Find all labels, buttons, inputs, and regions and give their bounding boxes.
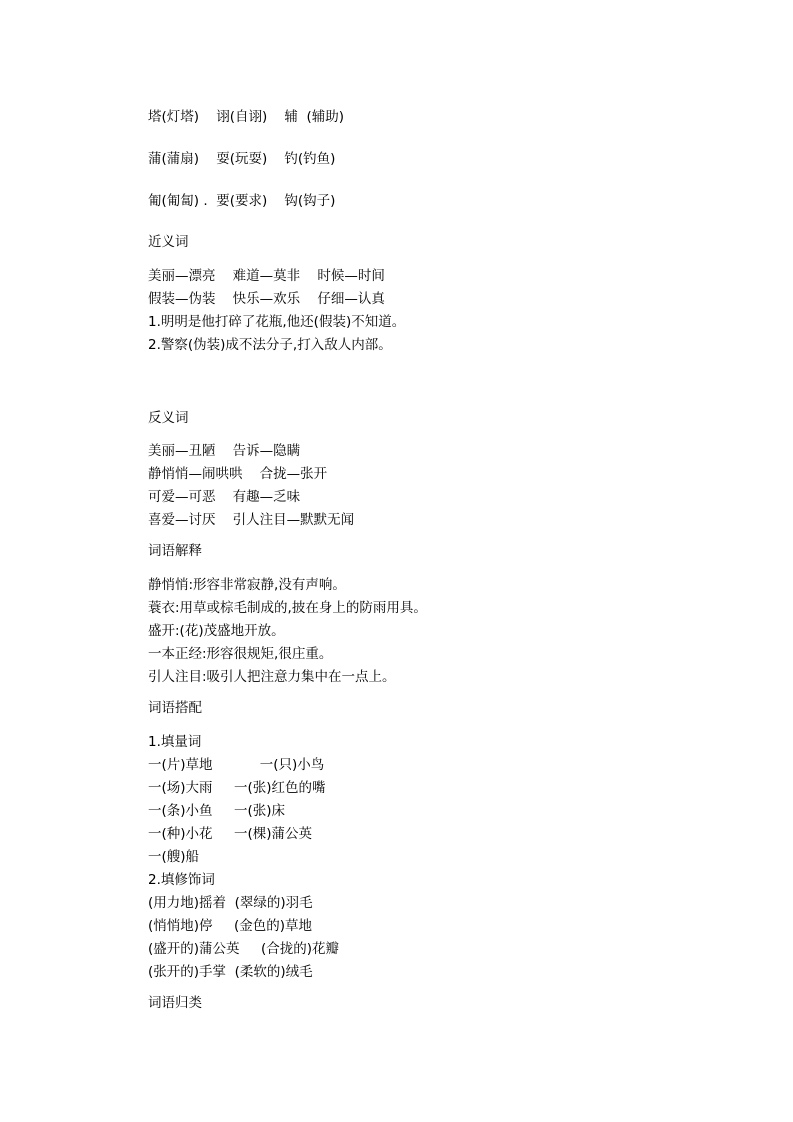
collocation-line: 一(种)小花 一(棵)蒲公英 [148,826,313,842]
antonym-line: 静悄悄—闹哄哄 合拢—张开 [148,466,328,482]
collocation-line: (悄悄地)停 (金色的)草地 [148,918,313,934]
collocation-line: 一(场)大雨 一(张)红色的嘴 [148,780,326,796]
polyphonic-row: 蒲(蒲扇) 耍(玩耍) 钓(钓鱼) [148,151,336,167]
collocation-line: (盛开的)蒲公英 (合拢的)花瓣 [148,941,340,957]
explanation-line: 蓑衣:用草或棕毛制成的,披在身上的防雨用具。 [148,600,427,616]
collocation-line: 一(艘)船 [148,849,200,865]
explanations-heading: 词语解释 [148,543,202,559]
explanation-line: 盛开:(花)茂盛地开放。 [148,623,285,639]
collocation-subheading: 1.填量词 [148,734,202,750]
antonym-line: 美丽—丑陋 告诉—隐瞒 [148,443,301,459]
collocation-subheading: 2.填修饰词 [148,872,215,888]
collocation-line: (张开的)手掌 (柔软的)绒毛 [148,964,313,980]
classification-heading: 词语归类 [148,995,202,1011]
synonym-example: 2.警察(伪装)成不法分子,打入敌人内部。 [148,337,392,353]
synonym-example: 1.明明是他打碎了花瓶,他还(假装)不知道。 [148,314,406,330]
synonym-line: 美丽—漂亮 难道—莫非 时候—时间 [148,268,385,284]
polyphonic-row: 塔(灯塔) 诩(自诩) 辅 (辅助) [148,109,345,125]
antonym-line: 喜爱—讨厌 引人注目—默默无闻 [148,512,355,528]
explanation-line: 静悄悄:形容非常寂静,没有声响。 [148,577,346,593]
collocation-line: (用力地)摇着 (翠绿的)羽毛 [148,895,313,911]
antonym-line: 可爱—可恶 有趣—乏味 [148,489,301,505]
antonyms-heading: 反义词 [148,410,189,426]
collocation-line: 一(条)小鱼 一(张)床 [148,803,286,819]
synonym-line: 假装—伪装 快乐—欢乐 仔细—认真 [148,291,385,307]
explanation-line: 一本正经:形容很规矩,很庄重。 [148,646,333,662]
synonyms-heading: 近义词 [148,234,189,250]
polyphonic-row: 匍(匍匐) . 要(要求) 钩(钩子) [148,193,336,209]
collocations-heading: 词语搭配 [148,700,202,716]
collocation-line: 一(片)草地 一(只)小鸟 [148,757,325,773]
explanation-line: 引人注目:吸引人把注意力集中在一点上。 [148,669,396,685]
